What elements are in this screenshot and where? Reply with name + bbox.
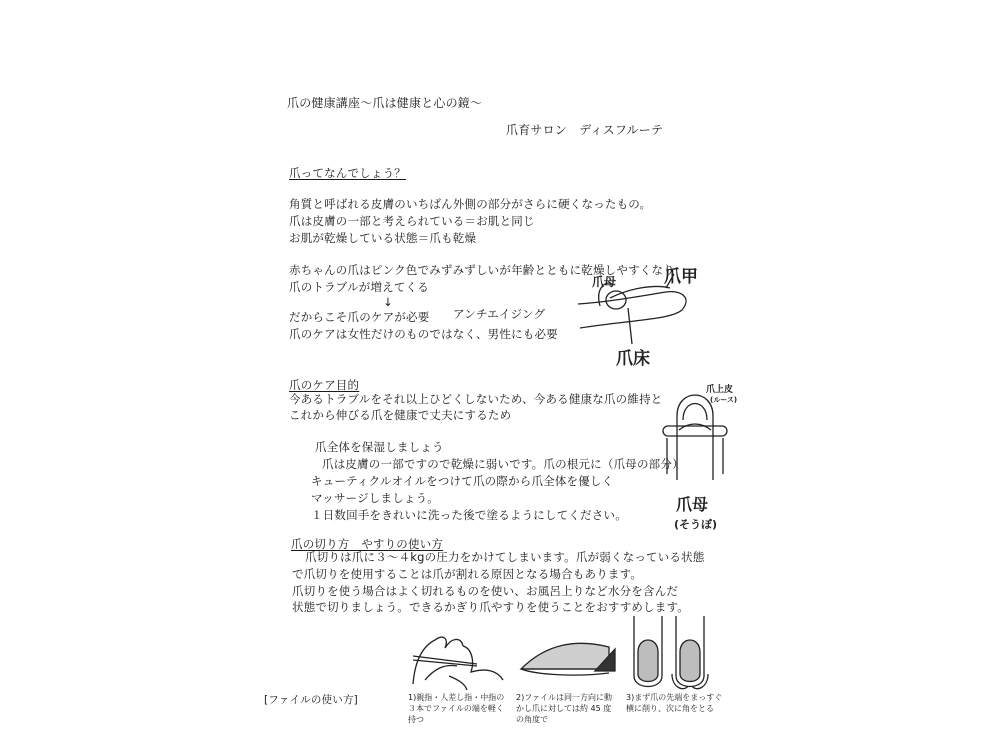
label-cuticle: 爪上皮: [706, 385, 734, 395]
down-arrow: ↓: [383, 295, 393, 309]
label-matrix-2: 爪母: [676, 495, 709, 514]
nail-filing-steps-image: [628, 612, 710, 694]
section3-line: で爪切りを使用することは爪が割れる原因となる場合もあります。: [292, 567, 643, 581]
file-caption-3: 3)まず爪の先端をまっすぐ横に削り、次に角をとる: [626, 693, 723, 713]
section1-line: 爪は皮膚の一部と考えられている＝お肌と同じ: [289, 214, 535, 228]
section3-heading: 爪の切り方 やすりの使い方: [291, 537, 444, 551]
label-cuticle-note: (ルース): [710, 396, 738, 404]
section1-line: 爪のトラブルが増えてくる: [289, 280, 429, 294]
section1-line: だからこそ爪のケアが必要: [289, 310, 430, 324]
section1-line: 角質と呼ばれる皮膚のいちばん外側の部分がさらに硬くなったもの。: [289, 197, 652, 211]
section2-line: これから伸びる爪を健康で丈夫にするため: [289, 408, 512, 422]
label-nail-bed: 爪床: [616, 349, 650, 369]
section2-sub: 爪は皮膚の一部ですので乾燥に弱いです。爪の根元に（爪母の部分）: [322, 457, 684, 471]
file-caption-2: 2)ファイルは同一方向に動かし爪に対しては約 45 度の角度で: [516, 693, 613, 724]
section1-line: 赤ちゃんの爪はピンク色でみずみずしいが年齢とともに乾燥しやすくなり: [289, 263, 675, 277]
file-usage-label: [ファイルの使い方]: [264, 694, 358, 706]
section2-sub: マッサージしましょう。: [311, 491, 440, 505]
section2-sub: キューティクルオイルをつけて爪の際から爪全体を優しく: [311, 474, 614, 488]
label-nail-plate: 爪甲: [664, 267, 698, 287]
section2-heading: 爪のケア目的: [289, 378, 360, 392]
document-title: 爪の健康講座〜爪は健康と心の鏡〜: [287, 96, 483, 110]
salon-name: 爪育サロン ディスフルーテ: [506, 123, 664, 137]
hand-holding-file-image: [405, 620, 510, 692]
section2-sub: １日数回手をきれいに洗った後で塗るようにしてください。: [311, 508, 627, 522]
section2-sub: 爪全体を保湿しましょう: [315, 440, 444, 454]
section1-line: お肌が乾燥している状態＝爪も乾燥: [289, 231, 477, 245]
section3-line: 爪切りは爪に３〜４kgの圧力をかけてしまいます。爪が弱くなっている状態: [305, 550, 705, 564]
file-angle-image: [517, 625, 617, 687]
section1-heading: 爪ってなんでしょう？: [289, 166, 406, 180]
section2-line: 今あるトラブルをそれ以上ひどくしないため、今ある健康な爪の維持と: [289, 392, 663, 406]
label-matrix-note: (そうぼ): [674, 518, 718, 531]
section3-line: 状態で切りましょう。できるかぎり爪やすりを使うことをおすすめします。: [292, 600, 689, 614]
section3-line: 爪切りを使う場合はよく切れるものを使い、お風呂上りなど水分を含んだ: [292, 584, 679, 598]
section1-line: 爪のケアは女性だけのものではなく、男性にも必要: [289, 327, 558, 341]
file-caption-1: 1)親指・人差し指・中指の３本でファイルの端を軽く持つ: [408, 693, 505, 724]
label-matrix: 爪母: [592, 275, 617, 289]
anti-aging-label: アンチエイジング: [453, 307, 546, 321]
